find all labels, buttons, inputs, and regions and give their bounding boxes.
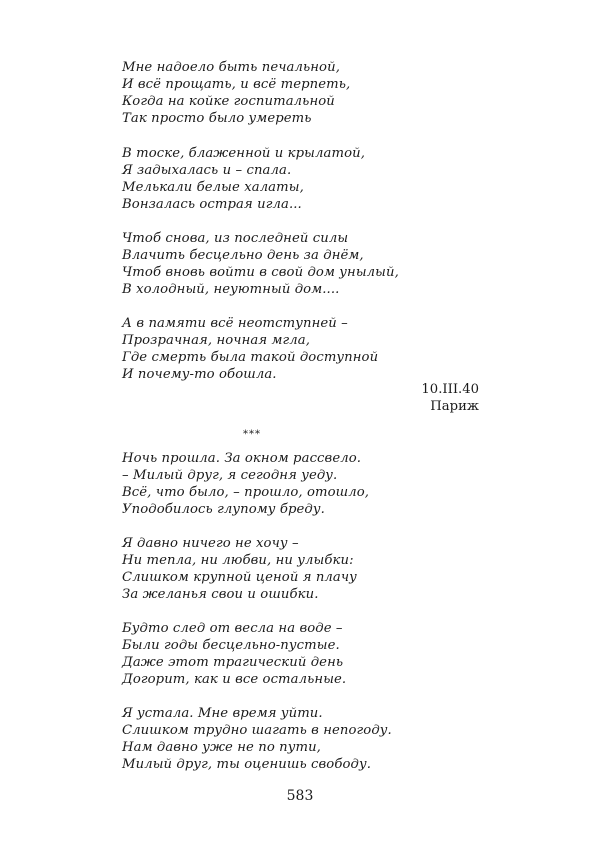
verse-line: – Милый друг, я сегодня уеду. <box>122 468 338 483</box>
verse-line: Вонзалась острая игла... <box>122 197 302 212</box>
section-separator: *** <box>243 429 261 440</box>
verse-line: В холодный, неуютный дом.... <box>122 282 340 297</box>
verse-line: И почему-то обошла. <box>122 367 277 382</box>
verse-line: Мне надоело быть печальной, <box>122 60 340 75</box>
verse-line: Я давно ничего не хочу – <box>122 536 299 551</box>
verse-line: Я задыхалась и – спала. <box>122 163 292 178</box>
verse-line: В тоске, блаженной и крылатой, <box>122 146 366 161</box>
verse-line: А в памяти всё неотступней – <box>122 316 348 331</box>
verse-line: Всё, что было, – прошло, отошло, <box>122 485 370 500</box>
verse-line: Я устала. Мне время уйти. <box>122 706 323 721</box>
verse-line: Прозрачная, ночная мгла, <box>122 333 310 348</box>
page-number: 583 <box>286 788 314 804</box>
verse-line: Ни тепла, ни любви, ни улыбки: <box>122 553 354 568</box>
verse-line: Нам давно уже не по пути, <box>122 740 321 755</box>
verse-line: Слишком трудно шагать в непогоду. <box>122 723 392 738</box>
verse-line: Влачить бесцельно день за днём, <box>122 248 364 263</box>
verse-line: И всё прощать, и всё терпеть, <box>122 77 351 92</box>
verse-line: Чтоб вновь войти в свой дом унылый, <box>122 265 399 280</box>
verse-line: Где смерть была такой доступной <box>122 350 379 365</box>
verse-line: Уподобилось глупому бреду. <box>122 502 325 517</box>
poem-place: Париж <box>430 399 479 414</box>
verse-line: Так просто было умереть <box>122 111 312 126</box>
verse-line: Когда на койке госпитальной <box>122 94 335 109</box>
verse-line: Даже этот трагический день <box>122 655 344 670</box>
verse-line: За желанья свои и ошибки. <box>122 587 319 602</box>
verse-line: Ночь прошла. За окном рассвело. <box>122 451 362 466</box>
verse-line: Будто след от весла на воде – <box>122 621 343 636</box>
verse-line: Мелькали белые халаты, <box>122 180 304 195</box>
verse-line: Чтоб снова, из последней силы <box>122 231 349 246</box>
verse-line: Догорит, как и все остальные. <box>122 672 347 687</box>
verse-line: Милый друг, ты оценишь свободу. <box>122 757 372 772</box>
poem-date: 10.III.40 <box>421 382 479 397</box>
verse-line: Слишком крупной ценой я плачу <box>122 570 357 585</box>
verse-line: Были годы бесцельно-пустые. <box>122 638 340 653</box>
